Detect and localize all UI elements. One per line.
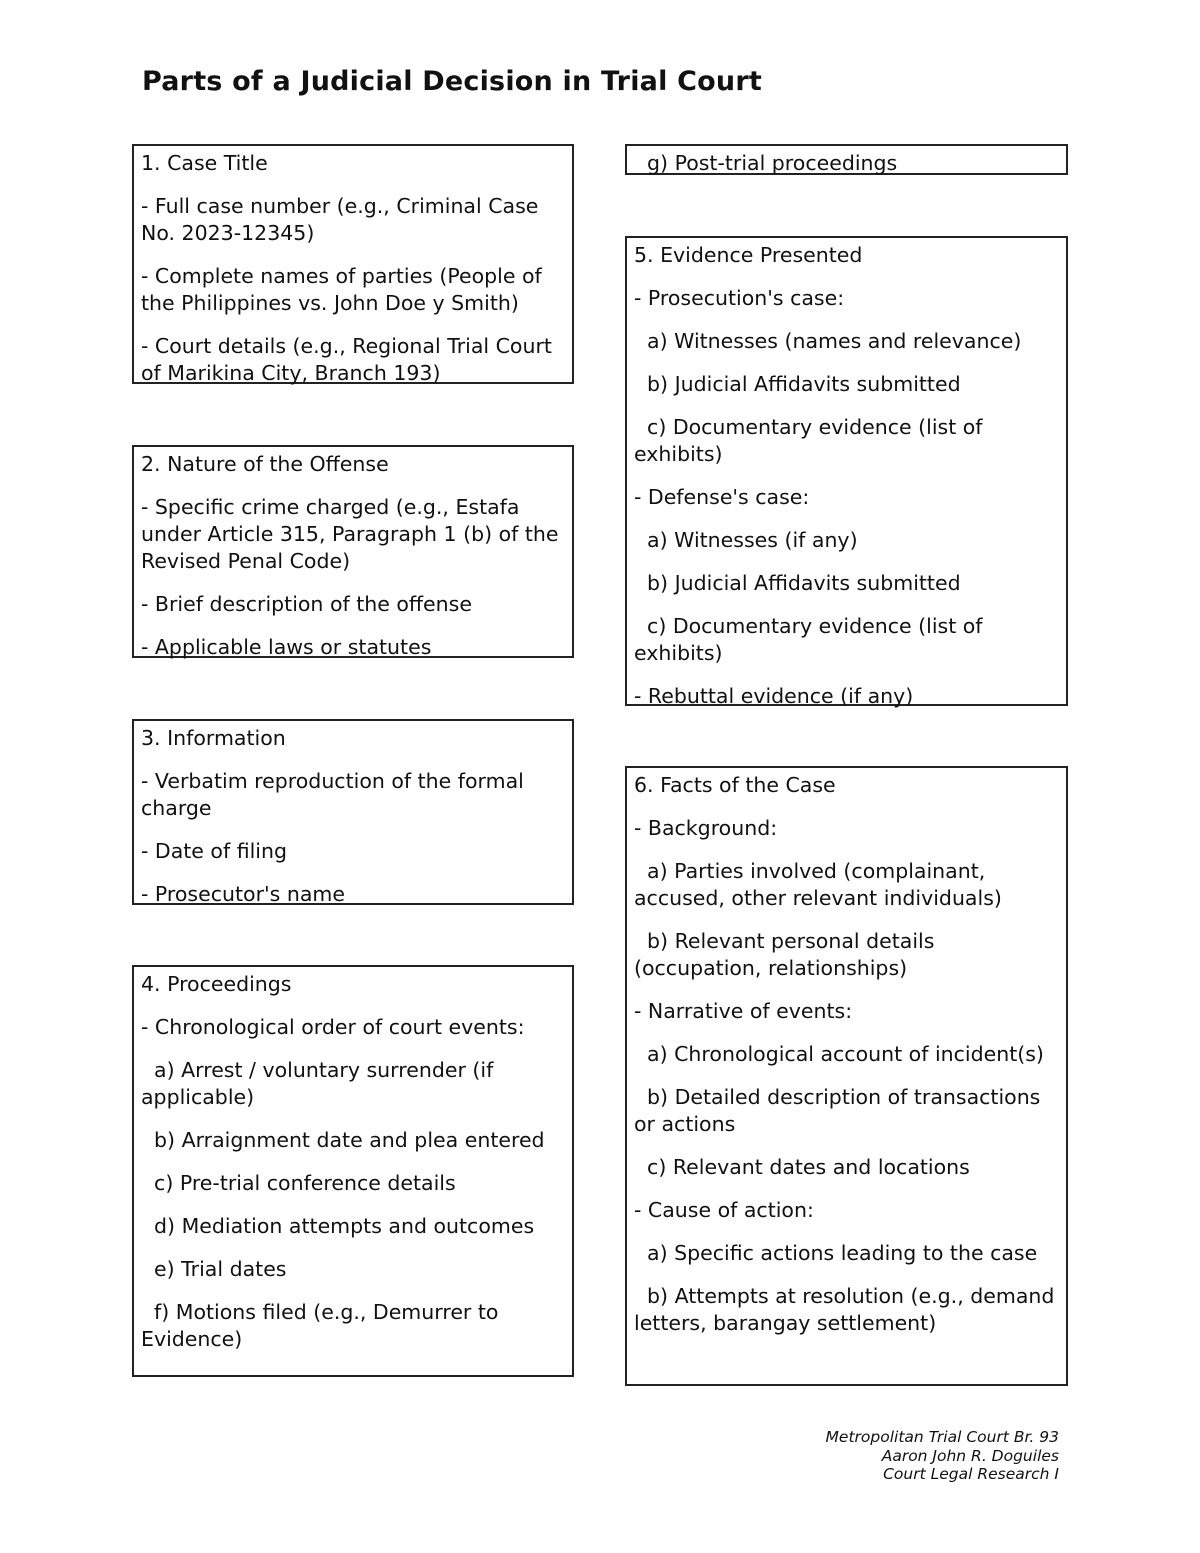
list-item: a) Witnesses (if any) bbox=[634, 528, 858, 552]
page-title: Parts of a Judicial Decision in Trial Court bbox=[142, 66, 762, 97]
section-heading: 6. Facts of the Case bbox=[634, 773, 836, 797]
section-heading: 5. Evidence Presented bbox=[634, 243, 863, 267]
footer-author: Aaron John R. Doguiles bbox=[881, 1446, 1059, 1465]
list-item: - Prosecution's case: bbox=[634, 286, 845, 310]
section-evidence-presented bbox=[625, 236, 1068, 706]
list-item: - Brief description of the offense bbox=[141, 592, 472, 616]
section-case-title bbox=[132, 144, 574, 384]
section-heading: 1. Case Title bbox=[141, 151, 268, 175]
list-item: - Complete names of parties (People of the Philippines vs. John Doe y Smith) bbox=[141, 264, 549, 315]
list-item: b) Attempts at resolution (e.g., demand letters, barangay settlement) bbox=[634, 1284, 1061, 1335]
list-item: - Defense's case: bbox=[634, 485, 810, 509]
list-item: a) Specific actions leading to the case bbox=[634, 1241, 1038, 1265]
list-item: - Background: bbox=[634, 816, 778, 840]
list-item: - Cause of action: bbox=[634, 1198, 814, 1222]
footer-court: Metropolitan Trial Court Br. 93 bbox=[825, 1428, 1059, 1446]
list-item: b) Judicial Affidavits submitted bbox=[634, 372, 961, 396]
list-item: c) Relevant dates and locations bbox=[634, 1155, 970, 1179]
list-item: e) Trial dates bbox=[141, 1257, 287, 1281]
list-item: a) Witnesses (names and relevance) bbox=[634, 329, 1022, 353]
list-item: c) Documentary evidence (list of exhibits) bbox=[634, 614, 990, 665]
list-item: - Verbatim reproduction of the formal charge bbox=[141, 769, 531, 820]
section-heading: 3. Information bbox=[141, 726, 286, 750]
section-proceedings bbox=[132, 965, 574, 1377]
list-item: b) Detailed description of transactions or actions bbox=[634, 1085, 1047, 1136]
section-information bbox=[132, 719, 574, 905]
list-item: b) Judicial Affidavits submitted bbox=[634, 571, 961, 595]
list-item: b) Relevant personal details (occupation, relationships) bbox=[634, 929, 941, 980]
section-facts-of-the-case bbox=[625, 766, 1068, 1386]
footer-course: Court Legal Research I bbox=[883, 1465, 1059, 1483]
section-nature-of-offense bbox=[132, 445, 574, 658]
list-item: c) Pre-trial conference details bbox=[141, 1171, 456, 1195]
list-item: - Court details (e.g., Regional Trial Court of Marikina City, Branch 193) bbox=[141, 334, 559, 385]
list-item: - Narrative of events: bbox=[634, 999, 853, 1023]
list-item: - Applicable laws or statutes bbox=[141, 635, 432, 659]
list-item: b) Arraignment date and plea entered bbox=[141, 1128, 545, 1152]
section-heading: 4. Proceedings bbox=[141, 972, 292, 996]
list-item: d) Mediation attempts and outcomes bbox=[141, 1214, 535, 1238]
list-item: - Prosecutor's name bbox=[141, 882, 345, 906]
list-item: a) Parties involved (complainant, accused, other relevant individuals) bbox=[634, 859, 1002, 910]
list-item: - Specific crime charged (e.g., Estafa under Article 315, Paragraph 1 (b) of the Revised Penal Code) bbox=[141, 495, 566, 573]
list-item: a) Chronological account of incident(s) bbox=[634, 1042, 1044, 1066]
list-item: a) Arrest / voluntary surrender (if applicable) bbox=[141, 1058, 500, 1109]
list-item: - Full case number (e.g., Criminal Case No. 2023-12345) bbox=[141, 194, 545, 245]
section-post-trial bbox=[625, 144, 1068, 175]
list-item: - Date of filing bbox=[141, 839, 288, 863]
list-item: - Rebuttal evidence (if any) bbox=[634, 684, 914, 708]
list-item: - Chronological order of court events: bbox=[141, 1015, 525, 1039]
list-item: f) Motions filed (e.g., Demurrer to Evidence) bbox=[141, 1300, 505, 1351]
section-heading: 2. Nature of the Offense bbox=[141, 452, 389, 476]
list-item: g) Post-trial proceedings bbox=[634, 151, 898, 175]
footer-credits bbox=[826, 1428, 1059, 1484]
list-item: c) Documentary evidence (list of exhibits) bbox=[634, 415, 990, 466]
